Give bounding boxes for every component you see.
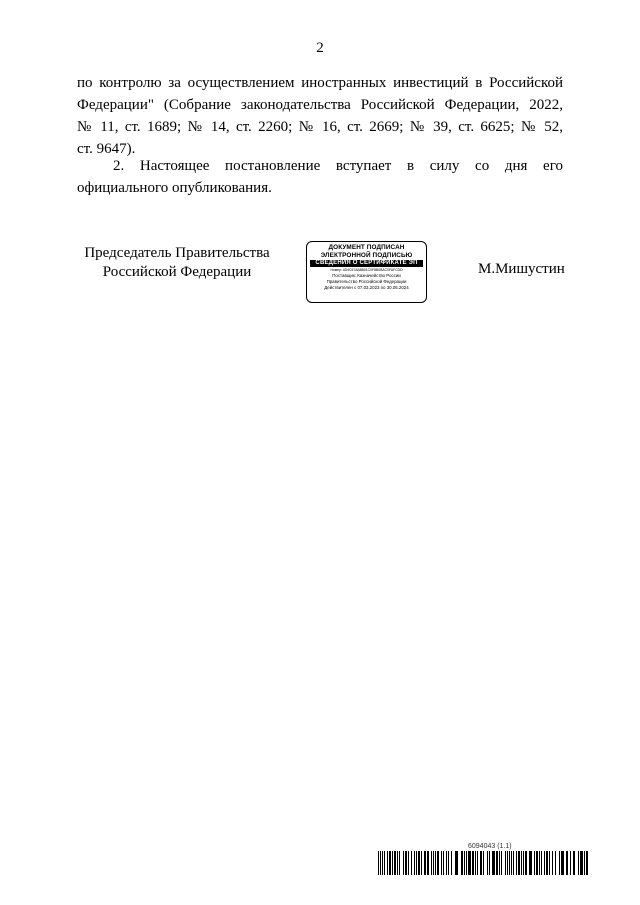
- barcode-number: 6094043 (1.1): [468, 843, 512, 850]
- stamp-certificate-band: СВЕДЕНИЯ О СЕРТИФИКАТЕ ЭП: [310, 260, 423, 267]
- signer-title-line: Председатель Правительства: [84, 245, 270, 261]
- signer-title-line: Российской Федерации: [102, 264, 252, 280]
- paragraph-effective-date: [77, 155, 563, 199]
- text-line: № 11, ст. 1689; № 14, ст. 2260; № 16, ст. 2669; № 39, ст. 6625; № 52,: [77, 119, 563, 135]
- stamp-heading: [307, 242, 426, 259]
- stamp-number-value: 4D4C57AB8B01C0F8B0BAC0FAFCDD: [342, 268, 403, 272]
- signer-name: М.Мишустин: [478, 261, 565, 277]
- stamp-heading-line: ЭЛЕКТРОННОЙ ПОДПИСЬЮ: [320, 251, 413, 259]
- barcode: [378, 851, 588, 875]
- signer-title: [77, 244, 277, 282]
- text-line: ст. 9647).: [77, 141, 136, 157]
- stamp-number-label: Номер:: [330, 268, 342, 272]
- text-line: 2. Настоящее постановление вступает в силу со дня его: [113, 158, 563, 174]
- text-line: Федерации" (Собрание законодательства Российской Федерации, 2022,: [77, 97, 563, 113]
- electronic-signature-stamp: [306, 241, 427, 303]
- stamp-validity: Действителен с 07.03.2023 по 30.05.2024: [324, 285, 409, 290]
- stamp-supplier: Поставщик: Казначейство России: [332, 273, 401, 278]
- text-line: по контролю за осуществлением иностранных инвестиций в Российской: [77, 75, 563, 91]
- page-number: 2: [316, 40, 324, 56]
- stamp-owner: Правительство Российской Федерации: [326, 279, 407, 284]
- text-line: официального опубликования.: [77, 180, 272, 196]
- stamp-heading-line: ДОКУМЕНТ ПОДПИСАН: [328, 244, 405, 251]
- paragraph-continuation: [77, 72, 563, 160]
